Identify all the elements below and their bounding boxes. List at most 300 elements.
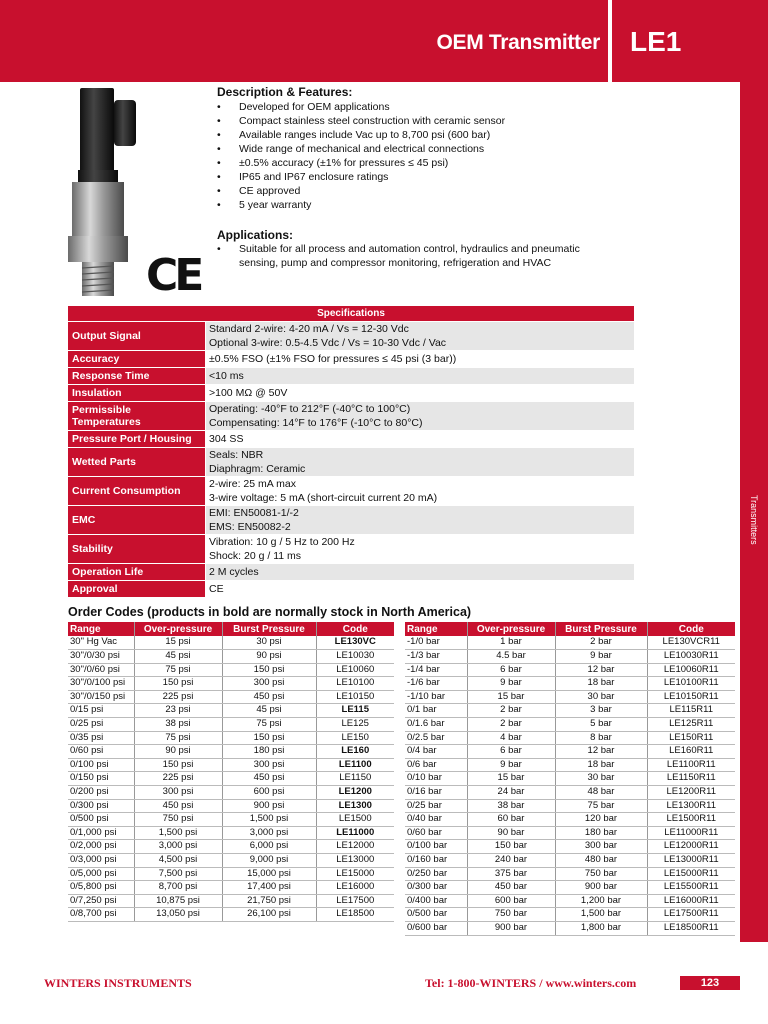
table-cell: LE160R11 [647,745,735,759]
spec-value-line: Optional 3-wire: 0.5-4.5 Vdc / Vs = 10-30 Vdc / Vac [209,337,447,349]
table-cell: 0/100 bar [405,840,467,854]
spec-value [206,506,635,535]
spec-value [206,581,635,598]
spec-label: Wetted Parts [68,448,206,477]
table-cell: 150 psi [222,731,316,745]
table-cell: LE17500R11 [647,908,735,922]
table-cell: 4,500 psi [134,854,222,868]
spec-value [206,368,635,385]
spec-value-line: EMS: EN50082-2 [209,521,291,533]
table-cell: 2 bar [555,636,647,650]
table-cell: LE10030R11 [647,650,735,664]
table-cell: LE13000 [316,854,394,868]
table-cell: 9,000 psi [222,854,316,868]
table-cell: LE18500 [316,908,394,922]
table-cell: 300 psi [134,786,222,800]
table-cell: 90 psi [134,745,222,759]
table-cell: 225 psi [134,690,222,704]
spec-value-line: Operating: -40°F to 212°F (-40°C to 100°C) [209,403,411,415]
table-cell: 4.5 bar [467,650,555,664]
table-cell: 3,000 psi [222,826,316,840]
table-cell: LE10060 [316,663,394,677]
table-cell: 75 psi [222,718,316,732]
table-cell: 18 bar [555,677,647,691]
footer-company: WINTERS INSTRUMENTS [44,976,192,990]
table-row [68,650,394,664]
header-bar [0,0,768,82]
column-header: Burst Pressure [555,622,647,636]
table-cell: LE1150R11 [647,772,735,786]
table-row [405,908,735,922]
table-cell: 45 psi [222,704,316,718]
table-cell: 150 bar [467,840,555,854]
spec-label: Approval [68,581,206,598]
list-item: • CE approved [217,184,732,198]
table-cell: 6 bar [467,745,555,759]
table-row [68,786,394,800]
table-cell: LE11000 [316,826,394,840]
table-cell: LE10100R11 [647,677,735,691]
product-photo [60,86,140,298]
table-cell: LE150R11 [647,731,735,745]
table-cell: 0/16 bar [405,786,467,800]
spec-label: Permissible Temperatures [68,402,206,431]
table-cell: 0/40 bar [405,813,467,827]
order-codes-bar-table [405,622,735,936]
table-cell: LE15500R11 [647,881,735,895]
table-cell: 15,000 psi [222,867,316,881]
spec-row [68,535,635,564]
table-cell: 30" Hg Vac [68,636,134,650]
table-cell: 180 bar [555,826,647,840]
table-row [405,840,735,854]
table-cell: LE10030 [316,650,394,664]
table-cell: LE125R11 [647,718,735,732]
table-row [405,663,735,677]
table-row [68,813,394,827]
spec-value-line: >100 MΩ @ 50V [209,387,288,399]
table-cell: 2 bar [467,704,555,718]
table-cell: 13,050 psi [134,908,222,922]
table-cell: 300 bar [555,840,647,854]
table-row [68,908,394,922]
spec-value-line: CE [209,583,224,595]
table-cell: 120 bar [555,813,647,827]
spec-label: Insulation [68,385,206,402]
table-cell: 1,500 bar [555,908,647,922]
table-row [405,704,735,718]
table-cell: 0/35 psi [68,731,134,745]
table-cell: 30 psi [222,636,316,650]
table-row [68,677,394,691]
table-row [68,663,394,677]
table-cell: 30"/0/60 psi [68,663,134,677]
table-cell: 750 bar [467,908,555,922]
table-cell: LE1500R11 [647,813,735,827]
spec-row [68,431,635,448]
spec-row [68,368,635,385]
table-row [68,854,394,868]
spec-row [68,402,635,431]
page-number: 123 [680,976,740,990]
table-cell: 180 psi [222,745,316,759]
table-row [405,826,735,840]
table-cell: 240 bar [467,854,555,868]
table-row [68,772,394,786]
table-cell: LE1300R11 [647,799,735,813]
table-cell: LE1150 [316,772,394,786]
table-row [405,921,735,935]
table-cell: LE150 [316,731,394,745]
table-cell: 30"/0/30 psi [68,650,134,664]
table-row [405,772,735,786]
table-cell: 1,200 bar [555,894,647,908]
spec-row [68,448,635,477]
table-cell: 0/15 psi [68,704,134,718]
table-cell: 4 bar [467,731,555,745]
spec-row [68,477,635,506]
table-row [68,867,394,881]
description-heading: Description & Features: [217,85,353,99]
table-cell: LE11000R11 [647,826,735,840]
spec-value-line: Compensating: 14°F to 176°F (-10°C to 80°C) [209,417,423,429]
table-cell: -1/0 bar [405,636,467,650]
table-cell: 75 psi [134,663,222,677]
table-cell: 450 psi [222,690,316,704]
table-row [405,813,735,827]
spec-row [68,506,635,535]
list-item: • ±0.5% accuracy (±1% for pressures ≤ 45 psi) [217,156,732,170]
table-cell: 900 bar [555,881,647,895]
order-codes-title: Order Codes (products in bold are normally stock in North America) [68,605,472,619]
table-cell: 15 psi [134,636,222,650]
column-header: Over-pressure [134,622,222,636]
applications-list [217,242,617,270]
table-cell: LE16000R11 [647,894,735,908]
table-cell: 30"/0/150 psi [68,690,134,704]
table-cell: LE130VCR11 [647,636,735,650]
table-row [405,894,735,908]
table-row [68,718,394,732]
spec-row [68,581,635,598]
table-row [405,677,735,691]
table-cell: 26,100 psi [222,908,316,922]
table-cell: 10,875 psi [134,894,222,908]
table-cell: LE10060R11 [647,663,735,677]
spec-value-line: Shock: 20 g / 11 ms [209,550,302,562]
table-cell: -1/10 bar [405,690,467,704]
table-cell: 300 psi [222,758,316,772]
column-header: Range [405,622,467,636]
spec-value-line: Diaphragm: Ceramic [209,463,306,475]
table-cell: 225 psi [134,772,222,786]
spec-row [68,322,635,351]
table-cell: 0/5,800 psi [68,881,134,895]
spec-value [206,535,635,564]
spec-value [206,351,635,368]
table-cell: LE18500R11 [647,921,735,935]
table-cell: 30 bar [555,690,647,704]
table-cell: 900 psi [222,799,316,813]
table-cell: 300 psi [222,677,316,691]
table-cell: 375 bar [467,867,555,881]
spec-value-line: 2-wire: 25 mA max [209,478,296,490]
table-cell: LE115R11 [647,704,735,718]
spec-row [68,564,635,581]
table-cell: 17,400 psi [222,881,316,895]
spec-value [206,477,635,506]
table-cell: 6,000 psi [222,840,316,854]
table-cell: 30"/0/100 psi [68,677,134,691]
table-cell: 150 psi [134,758,222,772]
spec-value-line: <10 ms [209,370,244,382]
table-cell: 0/10 bar [405,772,467,786]
table-cell: 75 bar [555,799,647,813]
table-cell: 0/2,000 psi [68,840,134,854]
table-cell: 0/160 bar [405,854,467,868]
table-row [405,636,735,650]
table-cell: 450 psi [222,772,316,786]
table-row [68,745,394,759]
table-cell: 48 bar [555,786,647,800]
table-row [405,690,735,704]
order-codes-psi-table [68,622,394,922]
spec-value-line: Seals: NBR [209,449,264,461]
spec-value [206,431,635,448]
table-cell: LE1300 [316,799,394,813]
table-row [68,690,394,704]
spec-label: Current Consumption [68,477,206,506]
table-cell: 0/60 bar [405,826,467,840]
spec-value [206,564,635,581]
table-cell: 750 bar [555,867,647,881]
table-cell: -1/4 bar [405,663,467,677]
table-cell: LE115 [316,704,394,718]
spec-value [206,385,635,402]
table-row [405,731,735,745]
spec-value-line: Vibration: 10 g / 5 Hz to 200 Hz [209,536,355,548]
table-cell: 18 bar [555,758,647,772]
table-cell: -1/6 bar [405,677,467,691]
spec-value [206,402,635,431]
column-header: Code [647,622,735,636]
model-code: LE1 [630,26,682,57]
table-row [405,854,735,868]
table-cell: 3,000 psi [134,840,222,854]
table-cell: 0/8,700 psi [68,908,134,922]
spec-row [68,351,635,368]
table-cell: 6 bar [467,663,555,677]
table-row [405,718,735,732]
table-cell: 30 bar [555,772,647,786]
table-cell: 75 psi [134,731,222,745]
table-cell: 15 bar [467,772,555,786]
table-cell: 9 bar [467,758,555,772]
table-cell: 0/1,000 psi [68,826,134,840]
table-row [68,799,394,813]
table-cell: -1/3 bar [405,650,467,664]
table-cell: 0/3,000 psi [68,854,134,868]
table-cell: LE125 [316,718,394,732]
spec-value [206,322,635,351]
table-row [68,758,394,772]
spec-label: Stability [68,535,206,564]
column-header: Code [316,622,394,636]
table-cell: 0/150 psi [68,772,134,786]
table-cell: 8,700 psi [134,881,222,895]
table-cell: LE10100 [316,677,394,691]
table-cell: LE10150R11 [647,690,735,704]
table-cell: LE160 [316,745,394,759]
list-item: • Available ranges include Vac up to 8,700 psi (600 bar) [217,128,732,142]
table-cell: 150 psi [134,677,222,691]
table-cell: 0/25 psi [68,718,134,732]
table-cell: LE13000R11 [647,854,735,868]
table-cell: 21,750 psi [222,894,316,908]
table-cell: 0/1.6 bar [405,718,467,732]
feature-list [217,100,732,212]
table-row [68,881,394,895]
table-cell: 3 bar [555,704,647,718]
table-cell: 12 bar [555,663,647,677]
spec-value-line: Standard 2-wire: 4-20 mA / Vs = 12-30 Vdc [209,323,409,335]
table-cell: 24 bar [467,786,555,800]
table-cell: 0/1 bar [405,704,467,718]
spec-label: Pressure Port / Housing [68,431,206,448]
table-cell: 0/300 psi [68,799,134,813]
spec-value [206,448,635,477]
table-row [68,704,394,718]
table-cell: 0/400 bar [405,894,467,908]
list-item: • Wide range of mechanical and electrical connections [217,142,732,156]
table-cell: LE16000 [316,881,394,895]
table-cell: 38 psi [134,718,222,732]
table-cell: 600 bar [467,894,555,908]
table-cell: LE1500 [316,813,394,827]
table-cell: 0/5,000 psi [68,867,134,881]
table-row [405,745,735,759]
table-row [405,758,735,772]
spec-value-line: 304 SS [209,433,244,445]
specifications-title: Specifications [68,306,635,322]
table-row [405,881,735,895]
spec-label: Output Signal [68,322,206,351]
list-item: • IP65 and IP67 enclosure ratings [217,170,732,184]
table-cell: 1,500 psi [134,826,222,840]
table-cell: 0/500 psi [68,813,134,827]
table-cell: 8 bar [555,731,647,745]
spec-label: Response Time [68,368,206,385]
table-cell: LE10150 [316,690,394,704]
table-row [68,731,394,745]
table-cell: 7,500 psi [134,867,222,881]
table-cell: 0/100 psi [68,758,134,772]
table-cell: 12 bar [555,745,647,759]
list-item: • Developed for OEM applications [217,100,732,114]
column-header: Burst Pressure [222,622,316,636]
table-cell: 0/60 psi [68,745,134,759]
table-cell: LE1200 [316,786,394,800]
table-row [68,840,394,854]
table-cell: 0/2.5 bar [405,731,467,745]
table-cell: 480 bar [555,854,647,868]
page-title: OEM Transmitter [436,31,600,54]
table-cell: 60 bar [467,813,555,827]
table-cell: 15 bar [467,690,555,704]
table-cell: 90 bar [467,826,555,840]
table-cell: 0/200 psi [68,786,134,800]
specifications-table [67,305,635,598]
applications-heading: Applications: [217,228,294,242]
table-cell: LE1100R11 [647,758,735,772]
footer-contact: Tel: 1-800-WINTERS / www.winters.com [425,976,637,990]
spec-value-line: 3-wire voltage: 5 mA (short-circuit current 20 mA) [209,492,438,504]
table-cell: LE17500 [316,894,394,908]
table-cell: 1,500 psi [222,813,316,827]
table-cell: 0/500 bar [405,908,467,922]
table-cell: 450 psi [134,799,222,813]
list-item: • Compact stainless steel construction with ceramic sensor [217,114,732,128]
table-cell: 900 bar [467,921,555,935]
spec-value-line: EMI: EN50081-1/-2 [209,507,299,519]
table-cell: 0/600 bar [405,921,467,935]
header-divider-inner [612,0,616,82]
table-cell: LE12000R11 [647,840,735,854]
table-cell: 45 psi [134,650,222,664]
table-cell: 0/25 bar [405,799,467,813]
table-cell: 9 bar [467,677,555,691]
table-cell: 750 psi [134,813,222,827]
table-cell: 2 bar [467,718,555,732]
side-tab-label: Transmitters [749,495,759,545]
column-header: Range [68,622,134,636]
table-cell: 0/4 bar [405,745,467,759]
spec-value-line: 2 M cycles [209,566,259,578]
column-header: Over-pressure [467,622,555,636]
table-cell: 23 psi [134,704,222,718]
spec-label: Operation Life [68,564,206,581]
table-cell: 38 bar [467,799,555,813]
table-cell: 150 psi [222,663,316,677]
ce-mark: CE [146,250,201,301]
table-cell: 90 psi [222,650,316,664]
table-cell: LE130VC [316,636,394,650]
table-cell: 0/7,250 psi [68,894,134,908]
spec-value-line: ±0.5% FSO (±1% FSO for pressures ≤ 45 psi (3 bar)) [209,353,457,365]
table-cell: LE1100 [316,758,394,772]
table-cell: 9 bar [555,650,647,664]
table-cell: 450 bar [467,881,555,895]
table-row [68,636,394,650]
spec-label: Accuracy [68,351,206,368]
table-cell: 1,800 bar [555,921,647,935]
table-row [405,799,735,813]
table-row [405,786,735,800]
table-cell: 1 bar [467,636,555,650]
table-row [405,867,735,881]
table-cell: 0/250 bar [405,867,467,881]
table-cell: LE12000 [316,840,394,854]
table-row [405,650,735,664]
table-cell: LE15000 [316,867,394,881]
table-cell: 0/300 bar [405,881,467,895]
spec-label: EMC [68,506,206,535]
table-cell: LE15000R11 [647,867,735,881]
table-cell: 600 psi [222,786,316,800]
table-row [68,826,394,840]
list-item: • 5 year warranty [217,198,732,212]
list-item: • Suitable for all process and automation control, hydraulics and pneumatic sensing, pump and compressor monitoring, refrigeration and HVAC [217,242,617,270]
